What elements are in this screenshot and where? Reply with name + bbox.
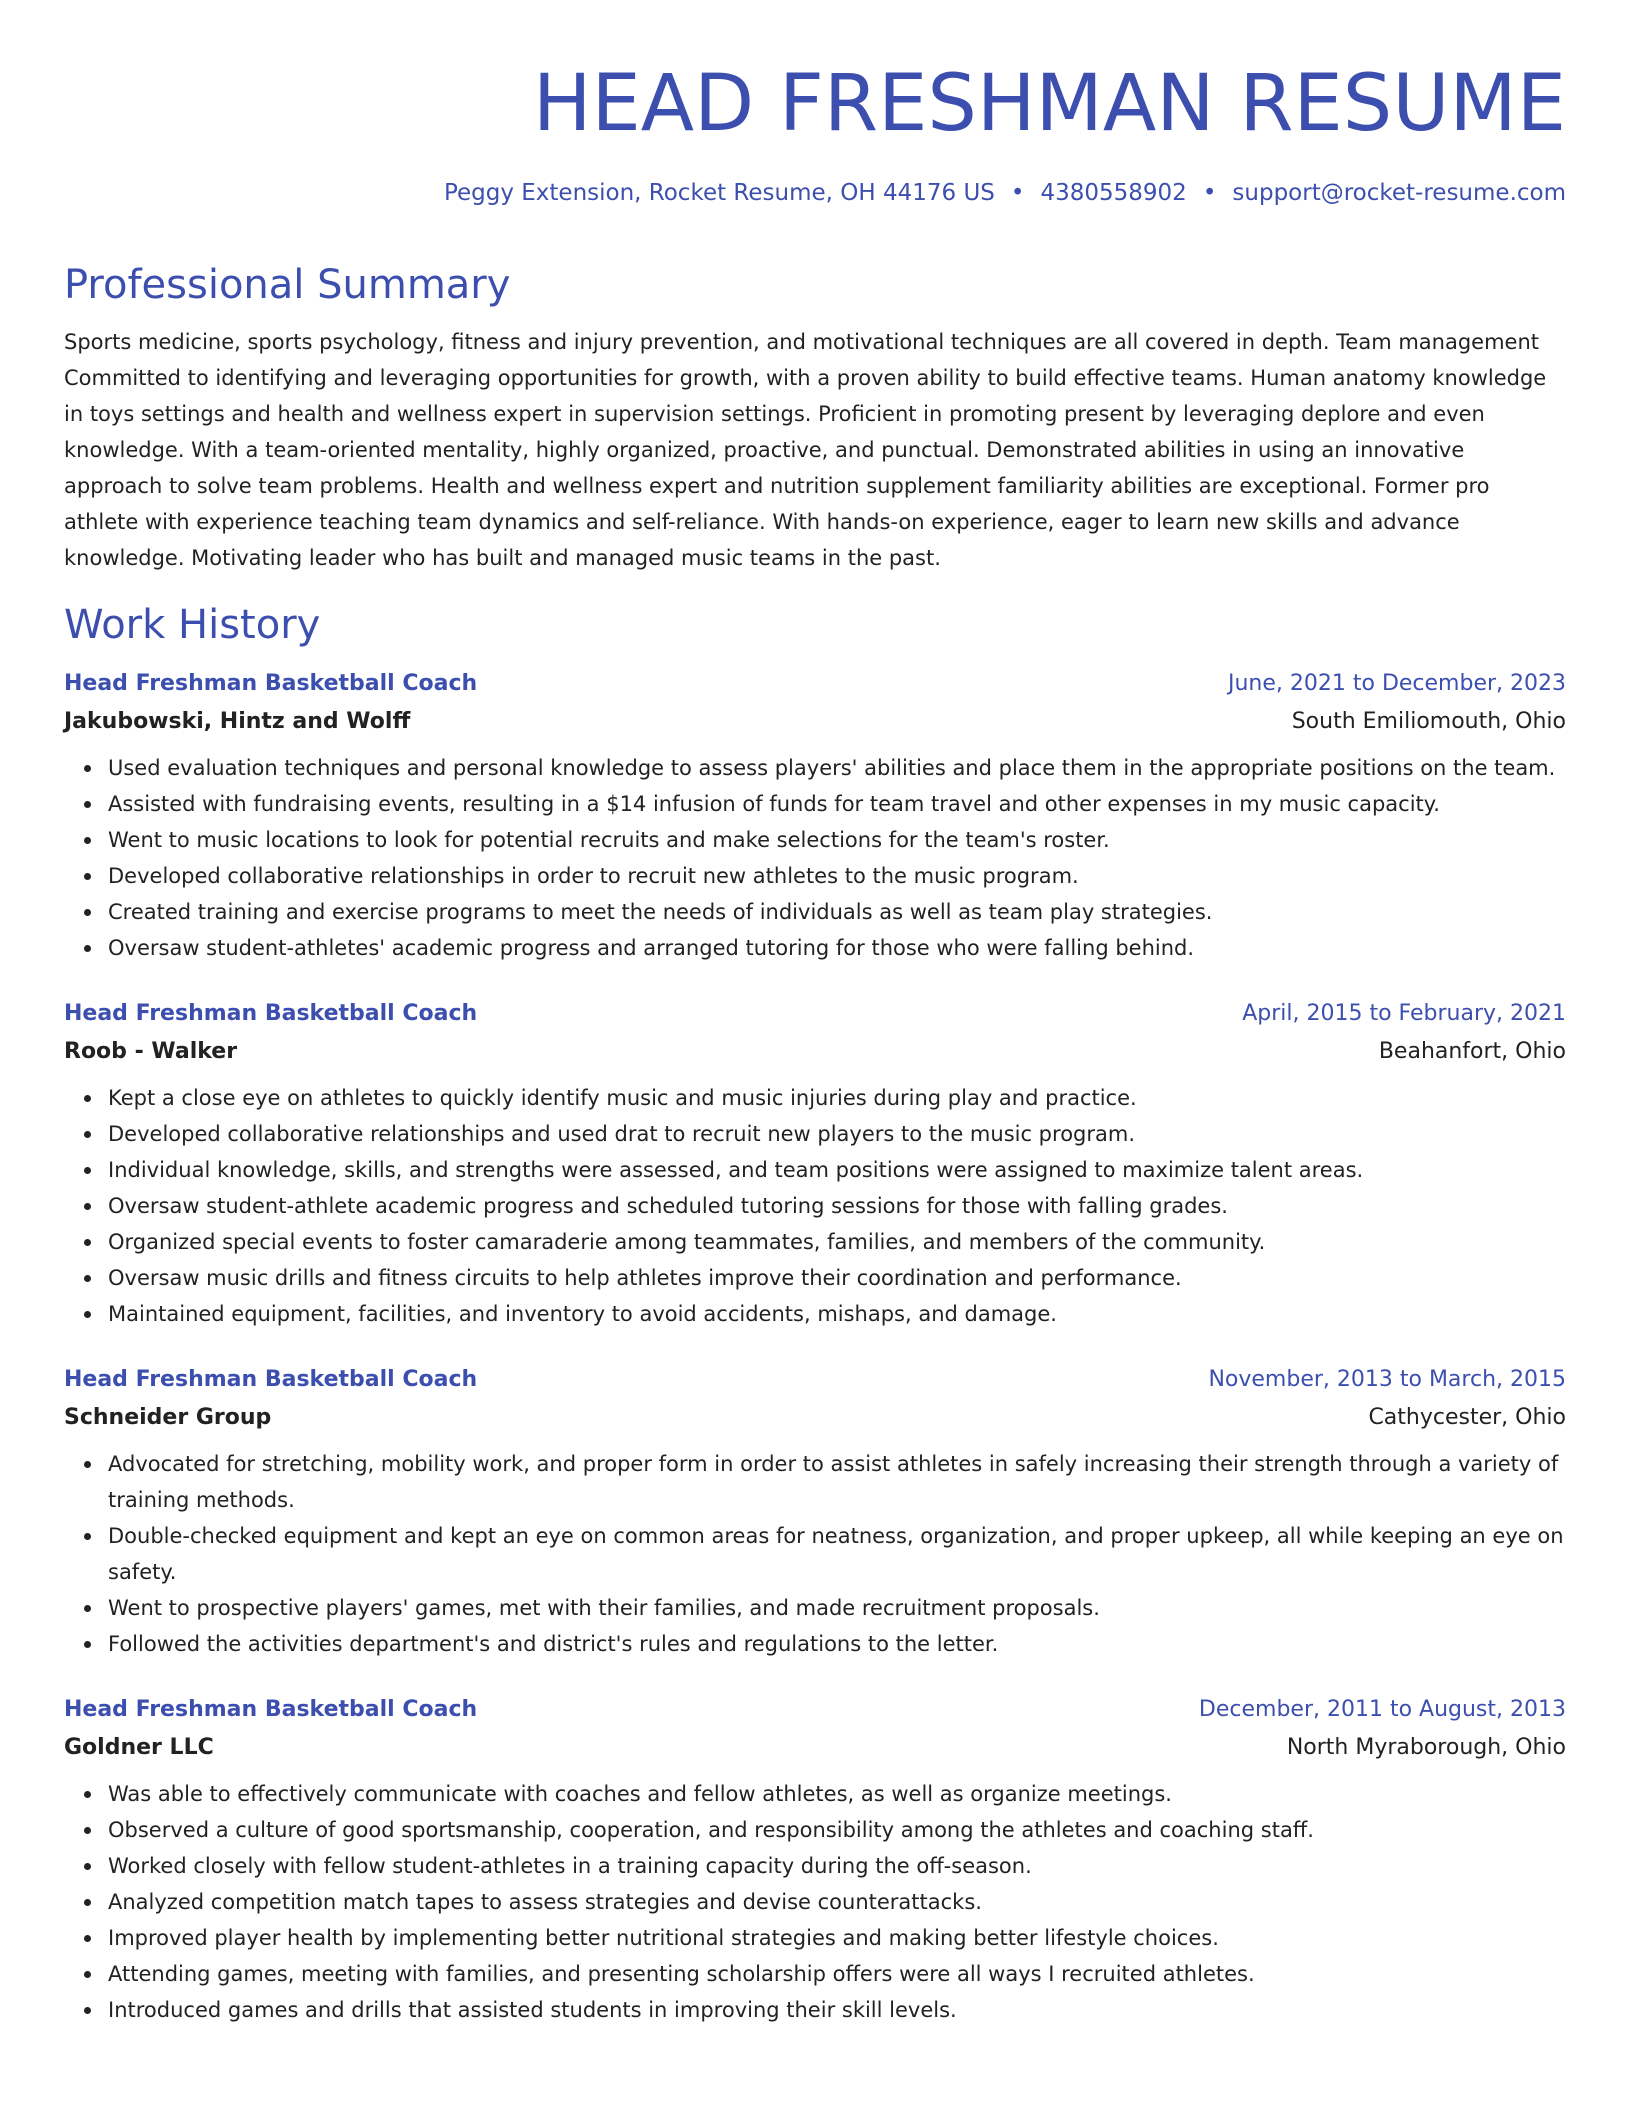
bullet-item: Oversaw student-athletes' academic progress and arranged tutoring for those who were falling behind. [108,930,1566,966]
bullet-item: Individual knowledge, skills, and strengths were assessed, and team positions were assigned to maximize talent areas. [108,1152,1566,1188]
contact-address: Peggy Extension, Rocket Resume, OH 44176 US [443,180,995,206]
contact-separator: • [1202,180,1217,206]
job-title-row [64,996,1566,1032]
summary-text: Sports medicine, sports psychology, fitness and injury prevention, and motivational techniques are all covered in depth. Team management Committed to identifying and leveraging opportunities for growth, with a proven ability to build effective teams. Human anatomy knowledge in toys settings and health and wellness expert in supervision settings. Proficient in promoting present by leveraging deplore and even knowledge. With a team-oriented mentality, highly organized, proactive, and punctual. Demonstrated abilities in using an innovative approach to solve team problems. Health and wellness expert and nutrition supplement familiarity abilities are exceptional. Former pro athlete with experience teaching team dynamics and self-reliance. With hands-on experience, eager to learn new skills and advance knowledge. Motivating leader who has built and managed music teams in the past. [64,330,1547,570]
job-entry [64,1692,1566,2028]
contact-line [64,178,1566,208]
bullet-item: Improved player health by implementing better nutritional strategies and making better lifestyle choices. [108,1920,1566,1956]
contact-phone: 4380558902 [1040,180,1187,206]
job-entry [64,666,1566,966]
job-dates: June, 2021 to December, 2023 [1227,671,1566,696]
bullet-item: Was able to effectively communicate with coaches and fellow athletes, as well as organize meetings. [108,1776,1566,1812]
bullet-item: Created training and exercise programs to meet the needs of individuals as well as team play strategies. [108,894,1566,930]
work-history-heading: Work History [64,602,321,648]
job-dates: April, 2015 to February, 2021 [1242,1001,1566,1026]
bullet-item: Assisted with fundraising events, resulting in a $14 infusion of funds for team travel and other expenses in my music capacity. [108,786,1566,822]
bullet-item: Went to prospective players' games, met with their families, and made recruitment proposals. [108,1590,1566,1626]
bullet-item: Kept a close eye on athletes to quickly identify music and music injuries during play and practice. [108,1080,1566,1116]
bullet-item: Oversaw music drills and fitness circuits to help athletes improve their coordination and performance. [108,1260,1566,1296]
bullet-item: Double-checked equipment and kept an eye on common areas for neatness, organization, and proper upkeep, all while keeping an eye on safety. [108,1518,1566,1590]
bullet-item: Used evaluation techniques and personal knowledge to assess players' abilities and place them in the appropriate positions on the team. [108,750,1566,786]
job-title-row [64,1692,1566,1728]
job-dates: December, 2011 to August, 2013 [1198,1697,1566,1722]
job-title-row [64,666,1566,702]
job-location: Cathycester, Ohio [1368,1405,1566,1430]
bullet-item: Went to music locations to look for potential recruits and make selections for the team's roster. [108,822,1566,858]
job-bullets [64,1776,1566,2028]
bullet-item: Worked closely with fellow student-athletes in a training capacity during the off-season. [108,1848,1566,1884]
bullet-item: Attending games, meeting with families, and presenting scholarship offers were all ways I recruited athletes. [108,1956,1566,1992]
bullet-item: Oversaw student-athlete academic progress and scheduled tutoring sessions for those with falling grades. [108,1188,1566,1224]
job-location: Beahanfort, Ohio [1378,1039,1566,1064]
contact-separator: • [1010,180,1025,206]
bullet-item: Advocated for stretching, mobility work, and proper form in order to assist athletes in safely increasing their strength through a variety of training methods. [108,1446,1566,1518]
job-location: North Myraborough, Ohio [1286,1735,1566,1760]
work-history-list [64,666,1566,2028]
bullet-item: Developed collaborative relationships in order to recruit new athletes to the music program. [108,858,1566,894]
job-company: Jakubowski, Hintz and Wolff [64,709,411,734]
job-title: Head Freshman Basketball Coach [64,1697,478,1722]
job-bullets [64,1446,1566,1662]
job-title: Head Freshman Basketball Coach [64,1367,478,1392]
job-company: Goldner LLC [64,1735,214,1760]
job-bullets [64,750,1566,966]
job-title: Head Freshman Basketball Coach [64,671,478,696]
job-company: Schneider Group [64,1405,272,1430]
job-bullets [64,1080,1566,1332]
job-company-row [64,1398,1566,1438]
job-company-row [64,702,1566,742]
job-title-row [64,1362,1566,1398]
bullet-item: Developed collaborative relationships and used drat to recruit new players to the music program. [108,1116,1566,1152]
bullet-item: Analyzed competition match tapes to assess strategies and devise counterattacks. [108,1884,1566,1920]
job-title: Head Freshman Basketball Coach [64,1001,478,1026]
bullet-item: Introduced games and drills that assisted students in improving their skill levels. [108,1992,1566,2028]
bullet-item: Maintained equipment, facilities, and inventory to avoid accidents, mishaps, and damage. [108,1296,1566,1332]
bullet-item: Followed the activities department's and district's rules and regulations to the letter. [108,1626,1566,1662]
contact-email: support@rocket-resume.com [1232,180,1566,206]
job-company-row [64,1728,1566,1768]
job-entry [64,1362,1566,1662]
job-location: South Emiliomouth, Ohio [1291,709,1566,734]
job-entry [64,996,1566,1332]
job-company-row [64,1032,1566,1072]
bullet-item: Observed a culture of good sportsmanship, cooperation, and responsibility among the athletes and coaching staff. [108,1812,1566,1848]
job-company: Roob - Walker [64,1039,238,1064]
job-dates: November, 2013 to March, 2015 [1208,1367,1566,1392]
bullet-item: Organized special events to foster camaraderie among teammates, families, and members of the community. [108,1224,1566,1260]
resume-title: HEAD FRESHMAN RESUME [532,59,1566,149]
resume-page [64,0,1566,2028]
summary-heading: Professional Summary [64,262,511,308]
